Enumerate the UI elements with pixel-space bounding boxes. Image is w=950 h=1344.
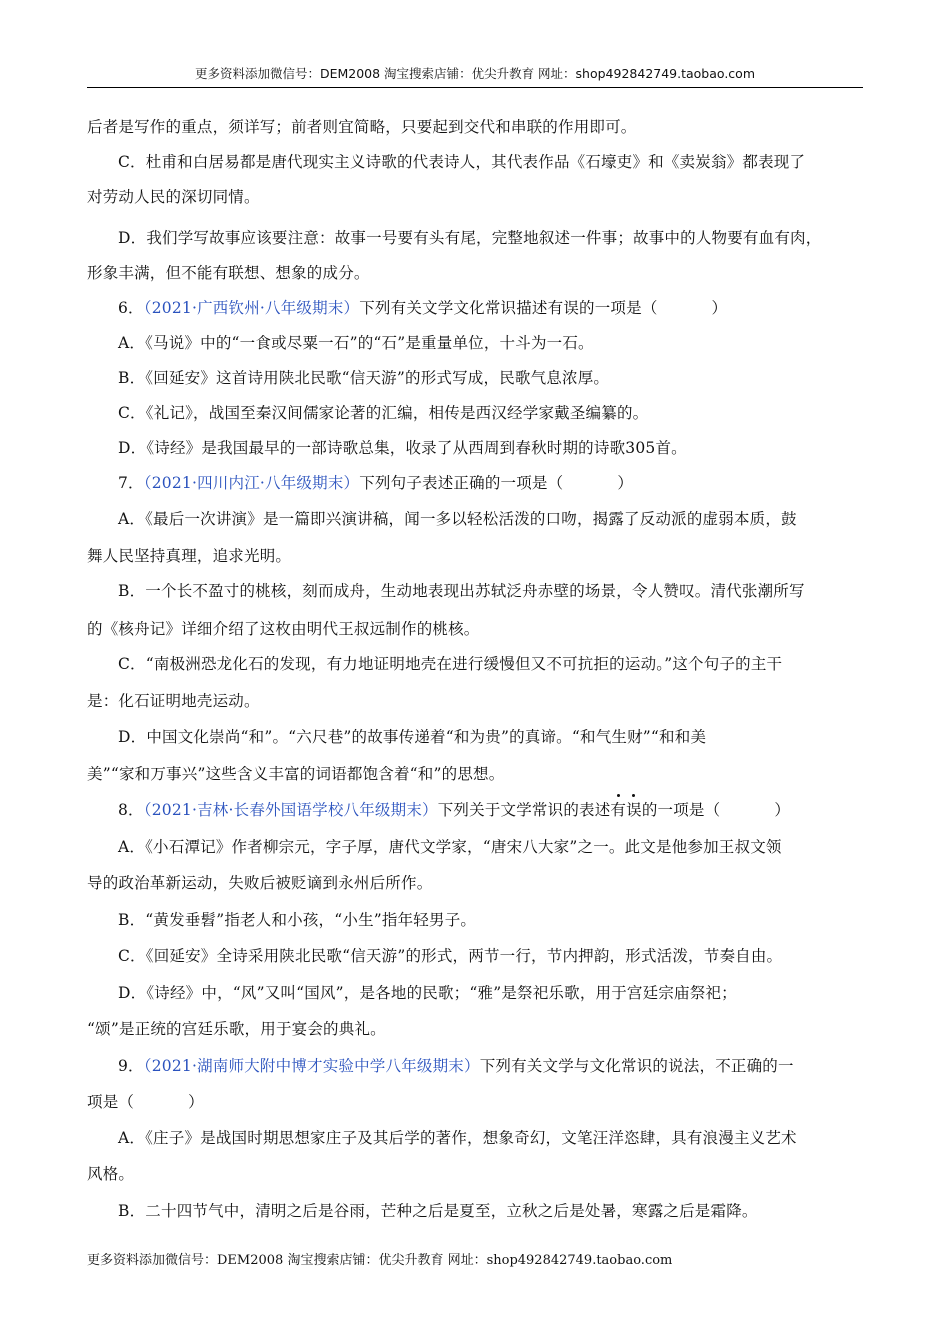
question-7-option-c: C．“南极洲恐龙化石的发现，有力地证明地壳在进行缓慢但又不可抗拒的运动。”这个句子的主干 <box>118 655 783 673</box>
header-divider <box>87 87 863 88</box>
question-7-option-d: D．中国文化崇尚“和”。“六尺巷”的故事传递着“和为贵”的真谛。“和气生财”“和和美 <box>118 728 707 746</box>
question-source: （2021·四川内江·八年级期末） <box>143 474 360 492</box>
question-text: 下列关于文学常识的表述 <box>437 801 611 819</box>
emphasis-mark: 有 <box>610 801 627 819</box>
question-number: 7． <box>118 474 144 492</box>
question-7-stem: 7．（2021·四川内江·八年级期末）下列句子表述正确的一项是（ ） <box>118 474 634 492</box>
question-text: 下列句子表述正确的一项是（ <box>359 474 564 492</box>
question-text: 下列有关文学与文化常识的说法，不正确的一 <box>479 1057 794 1075</box>
question-9-option-b: B．二十四节气中，清明之后是谷雨，芒种之后是夏至，立秋之后是处暑，寒露之后是霜降。 <box>118 1202 758 1220</box>
emphasis-mark: 误 <box>626 801 642 819</box>
text-line: 对劳动人民的深切同情。 <box>87 188 260 206</box>
question-6-option-c: C．《礼记》，战国至秦汉间儒家论著的汇编，相传是西汉经学家戴圣编纂的。 <box>118 404 649 422</box>
text-line: 的《核舟记》详细介绍了这枚由明代王叔远制作的桃核。 <box>87 620 480 638</box>
page-footer: 更多资料添加微信号：DEM2008 淘宝搜索店铺：优尖升教育 网址：shop492842749.taobao.com <box>87 1253 673 1268</box>
question-text: 下列有关文学文化常识描述有误的一项是（ <box>359 299 658 317</box>
question-number: 8． <box>118 801 144 819</box>
question-7-option-a: A．《最后一次讲演》是一篇即兴演讲稿，闻一多以轻松活泼的口吻，揭露了反动派的虚弱本质，鼓 <box>118 510 797 528</box>
option-d-line: D．我们学写故事应该要注意：故事一号要有头有尾，完整地叙述一件事；故事中的人物要有血有肉， <box>118 229 822 247</box>
question-8-stem: 8．（2021·吉林·长春外国语学校八年级期末）下列关于文学常识的表述有误的一项是（ ） <box>118 801 791 819</box>
question-6-option-b: B．《回延安》这首诗用陕北民歌“信天游”的形式写成，民歌气息浓厚。 <box>118 369 610 387</box>
question-8-option-b: B．“黄发垂髫”指老人和小孩，“小生”指年轻男子。 <box>118 911 477 929</box>
text-line: 是：化石证明地壳运动。 <box>87 692 260 710</box>
text-line: 形象丰满，但不能有联想、想象的成分。 <box>87 264 370 282</box>
question-8-option-d: D．《诗经》中，“风”又叫“国风”，是各地的民歌；“雅”是祭祀乐歌，用于宫廷宗庙祭祀； <box>118 984 737 1002</box>
question-source: （2021·广西钦州·八年级期末） <box>143 299 360 317</box>
text-line: 风格。 <box>87 1165 135 1183</box>
question-source: （2021·湖南师大附中博才实验中学八年级期末） <box>143 1057 480 1075</box>
page-header: 更多资料添加微信号：DEM2008 淘宝搜索店铺：优尖升教育 网址：shop492842749.taobao.com <box>194 66 756 81</box>
text-line: 导的政治革新运动，失败后被贬谪到永州后所作。 <box>87 874 433 892</box>
question-number: 9． <box>118 1057 144 1075</box>
text-line: 舞人民坚持真理，追求光明。 <box>87 547 292 565</box>
question-number: 6． <box>118 299 144 317</box>
question-8-option-c: C．《回延安》全诗采用陕北民歌“信天游”的形式，两节一行，节内押韵，形式活泼，节奏自由。 <box>118 947 783 965</box>
option-c-line: C．杜甫和白居易都是唐代现实主义诗歌的代表诗人，其代表作品《石壕吏》和《卖炭翁》都表现了 <box>118 153 806 171</box>
question-6-option-d: D．《诗经》是我国最早的一部诗歌总集，收录了从西周到春秋时期的诗歌305首。 <box>118 439 687 457</box>
question-8-option-a: A．《小石潭记》作者柳宗元，字子厚，唐代文学家，“唐宋八大家”之一。此文是他参加王叔文领 <box>118 838 782 856</box>
question-9-option-a: A．《庄子》是战国时期思想家庄子及其后学的著作，想象奇幻，文笔汪洋恣肆，具有浪漫主义艺术 <box>118 1129 797 1147</box>
question-9-stem-cont: 项是（ ） <box>87 1093 204 1111</box>
question-7-option-b: B．一个长不盈寸的桃核，刻而成舟，生动地表现出苏轼泛舟赤壁的场景，令人赞叹。清代张潮所写 <box>118 582 805 600</box>
question-9-stem <box>118 1055 863 1077</box>
text-line: “颂”是正统的宫廷乐歌，用于宴会的典礼。 <box>87 1020 386 1038</box>
question-source: （2021·吉林·长春外国语学校八年级期末） <box>143 801 438 819</box>
question-6-stem: 6．（2021·广西钦州·八年级期末）下列有关文学文化常识描述有误的一项是（ ） <box>118 299 728 317</box>
text-line: 后者是写作的重点，须详写；前者则宜简略，只要起到交代和串联的作用即可。 <box>87 118 637 136</box>
text-line: 美”“家和万事兴”这些含义丰富的词语都饱含着“和”的思想。 <box>87 765 505 783</box>
question-6-option-a: A．《马说》中的“一食或尽粟一石”的“石”是重量单位，十斗为一石。 <box>118 334 594 352</box>
